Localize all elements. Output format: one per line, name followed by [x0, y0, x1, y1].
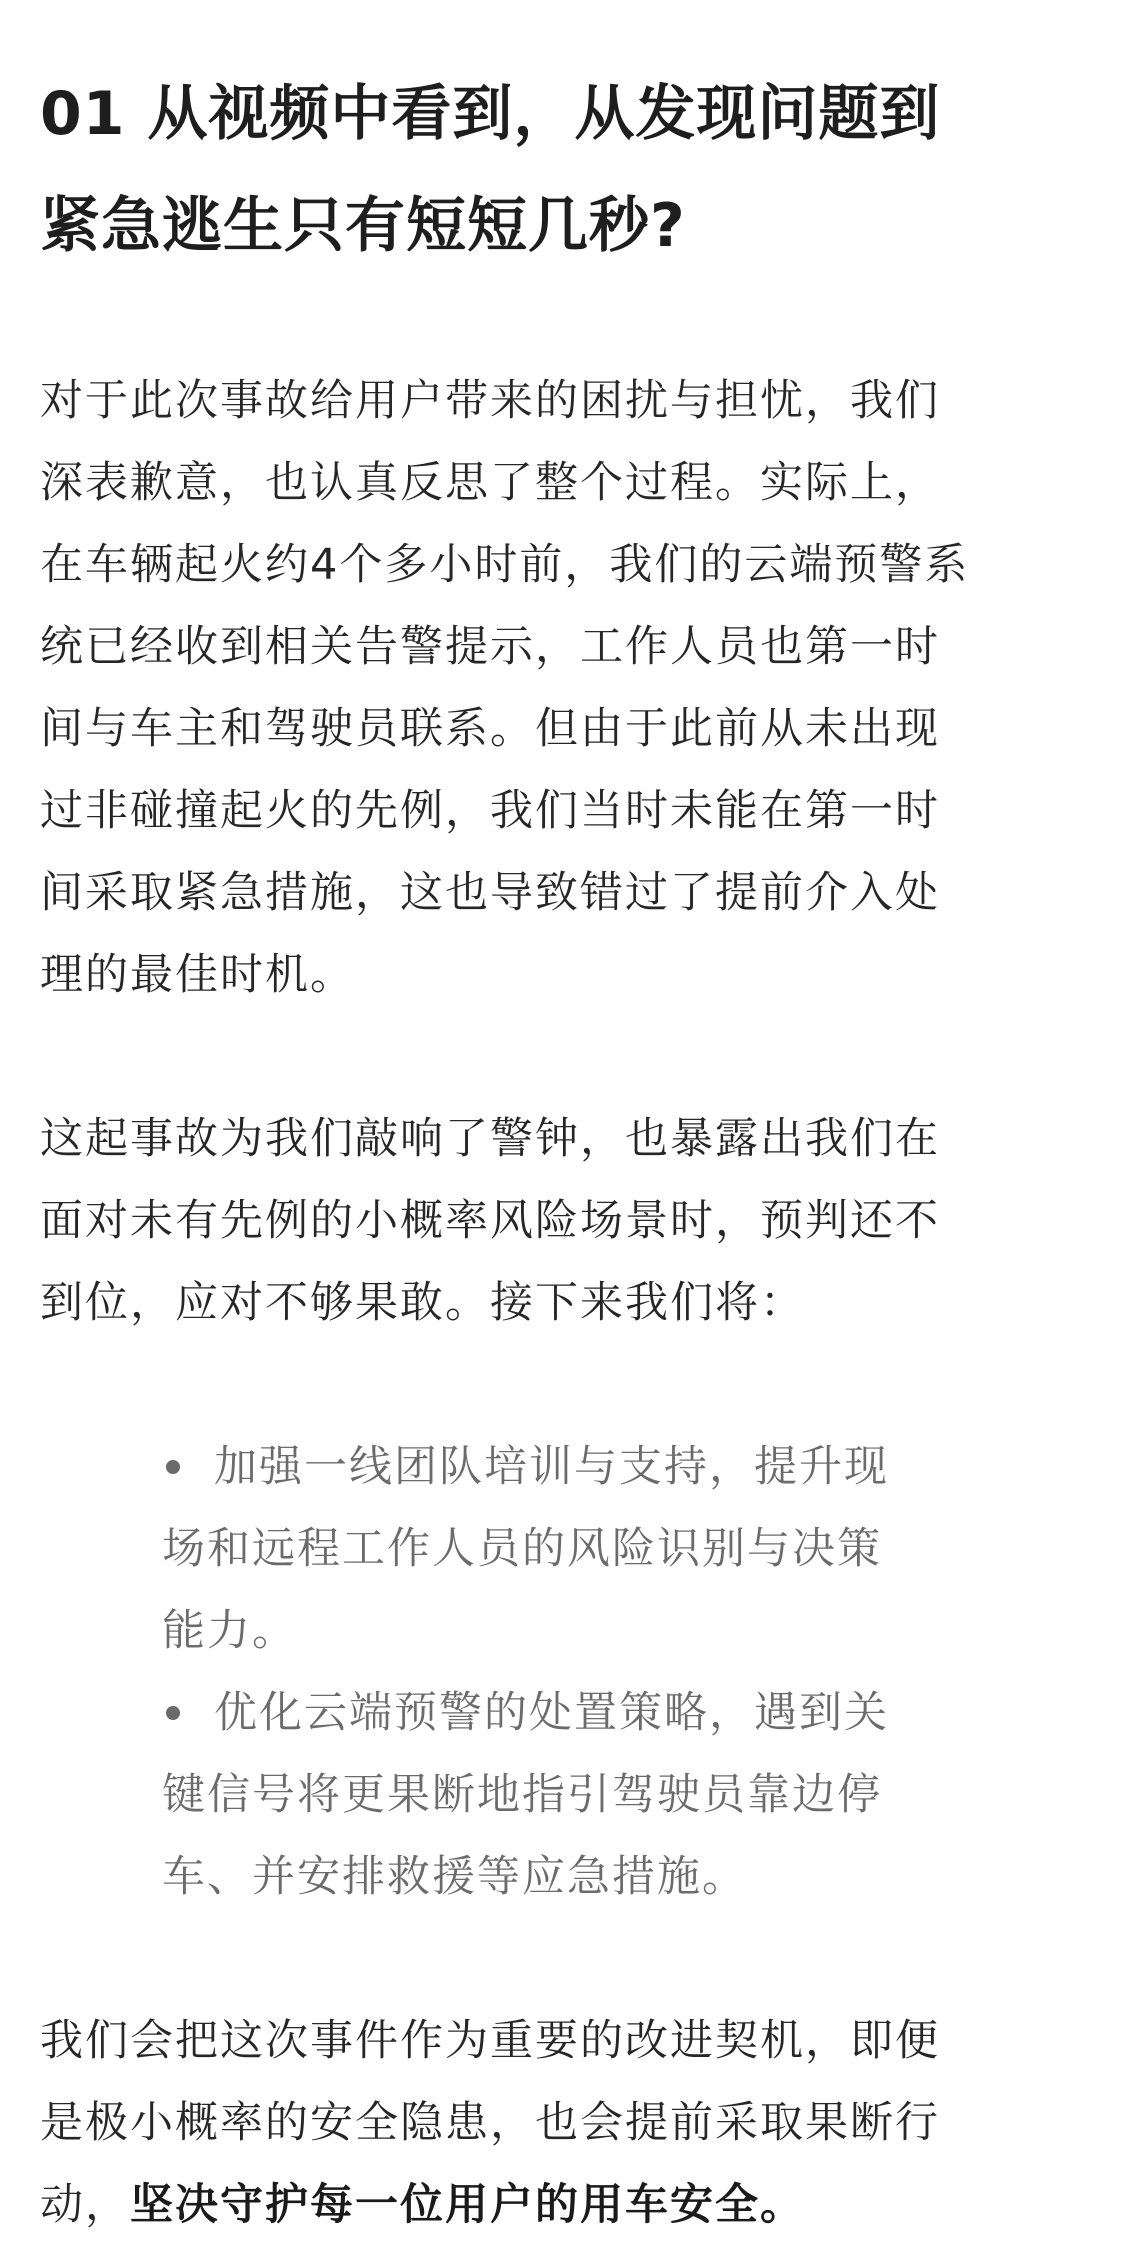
paragraph-line: 间与车主和驾驶员联系。但由于此前从未出现 [40, 704, 940, 754]
section-heading [40, 58, 1085, 282]
paragraph-line: 深表歉意，也认真反思了整个过程。实际上， [40, 458, 940, 508]
heading-line: 01 从视频中看到，从发现问题到 [40, 79, 941, 149]
paragraph-line: 面对未有先例的小概率风险场景时，预判还不 [40, 1196, 940, 1246]
paragraph-last-line [40, 2164, 1085, 2246]
emphasis-text: 坚决守护每一位用户的用车安全。 [130, 2180, 805, 2230]
list-item [162, 1426, 1085, 1672]
list-item-line: 能力。 [162, 1606, 297, 1656]
paragraph-line: 我们会把这次事件作为重要的改进契机，即便 [40, 2016, 940, 2066]
paragraph-line: 到位，应对不够果敢。接下来我们将： [40, 1278, 805, 1328]
list-item-line: 车、并安排救援等应急措施。 [162, 1852, 747, 1902]
action-list [40, 1426, 1085, 1918]
paragraph-line-prefix: 动， [40, 2180, 130, 2230]
paragraph-line: 间采取紧急措施，这也导致错过了提前介入处 [40, 868, 940, 918]
paragraph-line: 统已经收到相关告警提示，工作人员也第一时 [40, 622, 940, 672]
heading-line: 紧急逃生只有短短几秒? [40, 191, 686, 261]
list-item [162, 1672, 1085, 1918]
paragraph-line: 这起事故为我们敲响了警钟，也暴露出我们在 [40, 1114, 940, 1164]
paragraph-line: 过非碰撞起火的先例，我们当时未能在第一时 [40, 786, 940, 836]
paragraph-line: 在车辆起火约4个多小时前，我们的云端预警系 [40, 540, 970, 590]
paragraph-line: 是极小概率的安全隐患，也会提前采取果断行 [40, 2098, 940, 2148]
list-item-line: 场和远程工作人员的风险识别与决策 [162, 1524, 882, 1574]
list-item-line: 加强一线团队培训与支持，提升现 [214, 1442, 889, 1492]
paragraph-commitment [40, 2000, 1085, 2246]
list-item-line: 优化云端预警的处置策略，遇到关 [214, 1688, 889, 1738]
bullet-dot-icon [166, 1706, 180, 1720]
paragraph-apology [40, 360, 1085, 1016]
bullet-dot-icon [166, 1460, 180, 1474]
list-item-line: 键信号将更果断地指引驾驶员靠边停 [162, 1770, 882, 1820]
paragraph-lessons [40, 1098, 1085, 1344]
paragraph-line: 理的最佳时机。 [40, 950, 355, 1000]
paragraph-line: 对于此次事故给用户带来的困扰与担忧，我们 [40, 376, 940, 426]
